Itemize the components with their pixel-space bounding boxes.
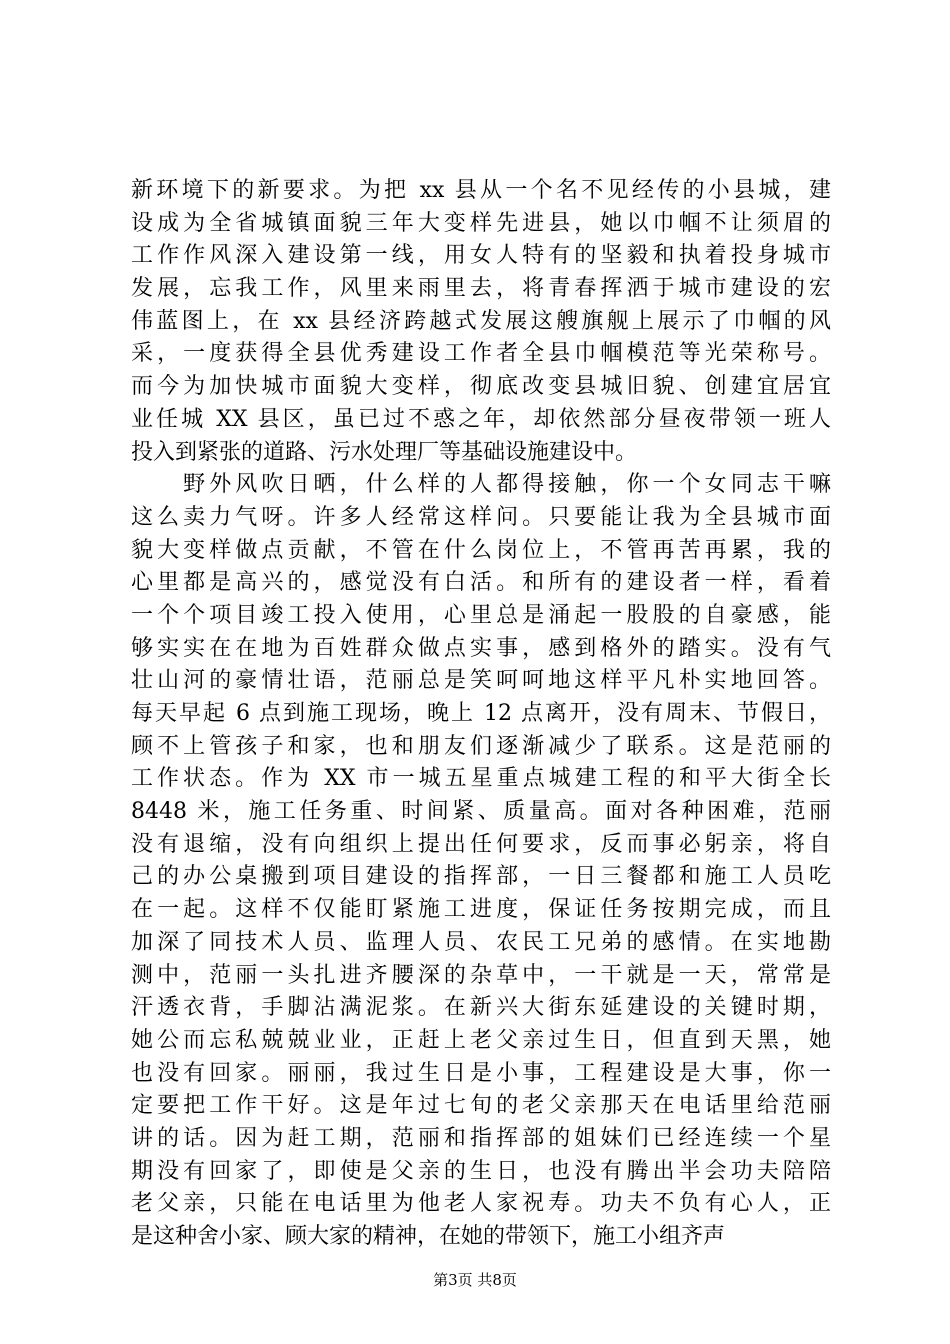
text-line: 她公而忘私兢兢业业，正赶上老父亲过生日，但直到天黑，她	[131, 1027, 831, 1053]
text-line: 己的办公桌搬到项目建设的指挥部，一日三餐都和施工人员吃	[131, 864, 831, 890]
text-line: 一个个项目竣工投入使用，心里总是涌起一股股的自豪感，能	[131, 602, 831, 628]
text-line: 这么卖力气呀。许多人经常这样问。只要能让我为全县城市面	[131, 504, 831, 530]
text-line: 心里都是高兴的，感觉没有白活。和所有的建设者一样，看着	[131, 570, 831, 596]
text-line: 没有退缩，没有向组织上提出任何要求，反而事必躬亲，将自	[131, 831, 831, 857]
text-line: 测中，范丽一头扎进齐腰深的杂草中，一干就是一天，常常是	[131, 962, 831, 988]
text-line: 在一起。这样不仅能盯紧施工进度，保证任务按期完成，而且	[131, 897, 831, 923]
text-line: 设成为全省城镇面貌三年大变样先进县，她以巾帼不让须眉的	[131, 210, 831, 236]
text-line: 够实实在在地为百姓群众做点实事，感到格外的踏实。没有气	[131, 635, 831, 661]
text-line: 期没有回家了，即使是父亲的生日，也没有腾出半会功夫陪陪	[131, 1158, 831, 1184]
text-line: 顾不上管孩子和家，也和朋友们逐渐减少了联系。这是范丽的	[131, 733, 831, 759]
text-line: 新环境下的新要求。为把 xx 县从一个名不见经传的小县城，建	[131, 178, 831, 203]
text-line: 8448 米，施工任务重、时间紧、质量高。面对各种困难，范丽	[131, 799, 831, 825]
text-line: 每天早起 6 点到施工现场，晚上 12 点离开，没有周末、节假日，	[131, 701, 831, 726]
text-line: 而今为加快城市面貌大变样，彻底改变县城旧貌、创建宜居宜	[131, 374, 831, 400]
text-line: 定要把工作干好。这是年过七旬的老父亲那天在电话里给范丽	[131, 1093, 831, 1119]
text-line: 讲的话。因为赶工期，范丽和指挥部的姐妹们已经连续一个星	[131, 1125, 831, 1151]
text-line: 也没有回家。丽丽，我过生日是小事，工程建设是大事，你一	[131, 1060, 831, 1086]
text-line: 工作作风深入建设第一线，用女人特有的坚毅和执着投身城市	[131, 243, 831, 269]
text-line: 壮山河的豪情壮语，范丽总是笑呵呵地这样平凡朴实地回答。	[131, 668, 831, 694]
text-line: 是这种舍小家、顾大家的精神，在她的带领下，施工小组齐声	[131, 1224, 726, 1249]
text-line: 汗透衣背，手脚沾满泥浆。在新兴大街东延建设的关键时期，	[131, 995, 831, 1021]
body-text	[131, 175, 831, 1254]
page-footer: 第3页 共8页	[433, 1271, 517, 1289]
text-line: 野外风吹日晒，什么样的人都得接触，你一个女同志干嘛	[131, 472, 831, 498]
text-line: 工作状态。作为 XX 市一城五星重点城建工程的和平大街全长	[131, 766, 831, 792]
text-line: 伟蓝图上，在 xx 县经济跨越式发展这艘旗舰上展示了巾帼的风	[131, 308, 831, 334]
text-line: 发展，忘我工作，风里来雨里去，将青春挥洒于城市建设的宏	[131, 276, 831, 302]
text-line: 投入到紧张的道路、污水处理厂等基础设施建设中。	[131, 439, 638, 465]
text-line: 貌大变样做点贡献，不管在什么岗位上，不管再苦再累，我的	[131, 537, 831, 563]
text-line: 老父亲，只能在电话里为他老人家祝寿。功夫不负有心人，正	[131, 1191, 831, 1217]
text-line: 业任城 XX 县区，虽已过不惑之年，却依然部分昼夜带领一班人	[131, 406, 831, 432]
text-line: 采，一度获得全县优秀建设工作者全县巾帼模范等光荣称号。	[131, 341, 831, 367]
text-line: 加深了同技术人员、监理人员、农民工兄弟的感情。在实地勘	[131, 929, 831, 955]
